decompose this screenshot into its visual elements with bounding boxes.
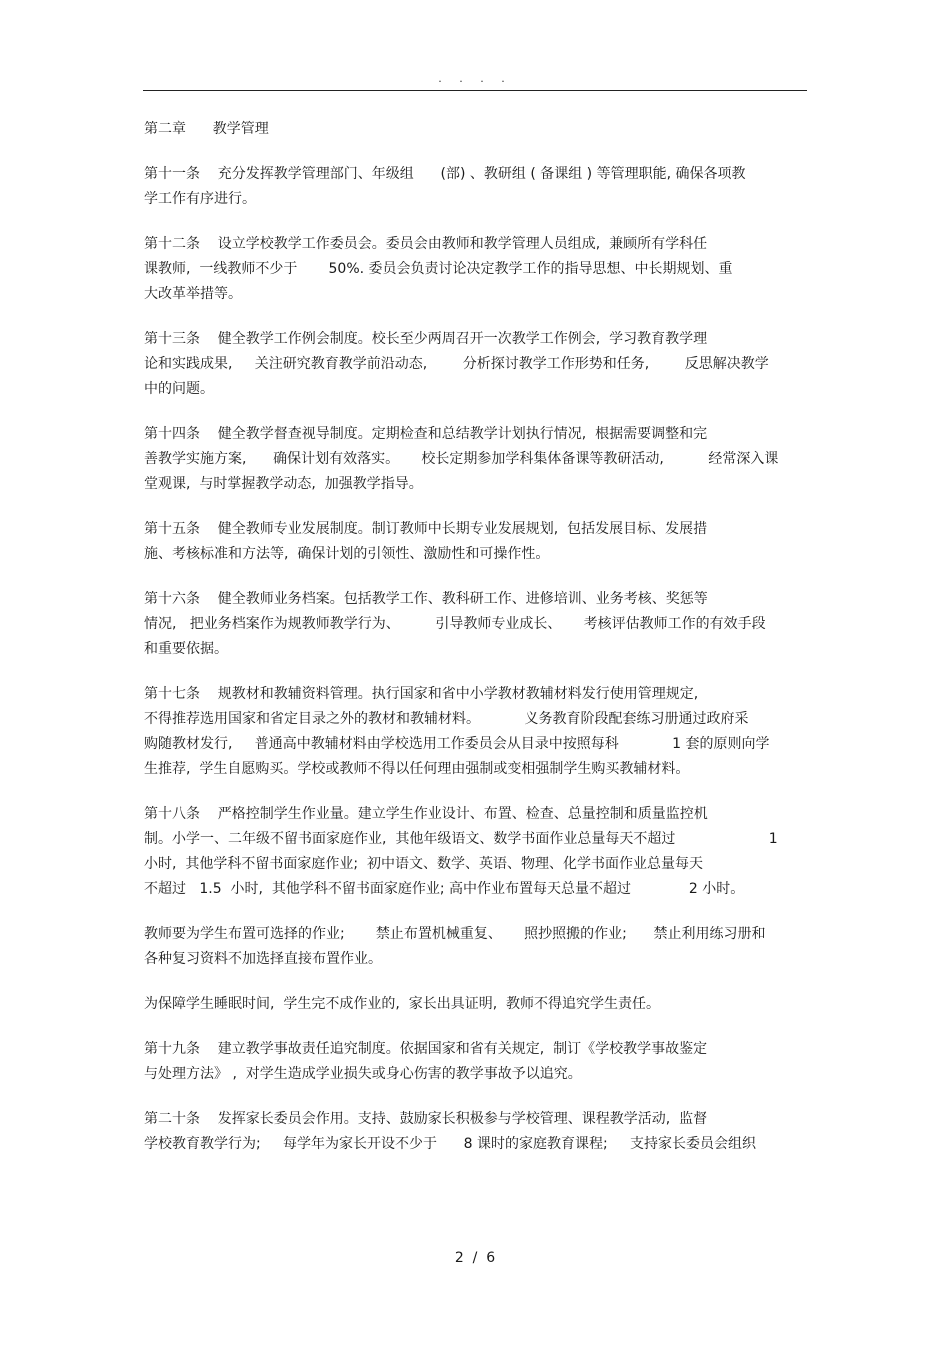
paragraph-line: 与处理方法》 , 对学生造成学业损失或身心伤害的教学事故予以追究。 xyxy=(144,1066,582,1082)
article-paragraph xyxy=(144,802,808,902)
paragraph-line: 论和实践成果, 关注研究教育教学前沿动态, 分析探讨教学工作形势和任务, 反思解决教学 xyxy=(144,356,769,372)
paragraph-line: 教师要为学生布置可选择的作业; 禁止布置机械重复、 照抄照搬的作业; 禁止利用练习册和 xyxy=(144,926,766,942)
paragraph-line: 不超过 1.5 小时, 其他学科不留书面家庭作业; 高中作业布置每天总量不超过 2 小时。 xyxy=(144,881,745,897)
paragraph-line: 学校教育教学行为; 每学年为家长开设不少于 8 课时的家庭教育课程; 支持家长委员会组织 xyxy=(144,1136,756,1152)
article-paragraph xyxy=(144,422,808,497)
paragraph-line: 第十二条 设立学校教学工作委员会。委员会由教师和教学管理人员组成, 兼顾所有学科任 xyxy=(144,236,708,252)
paragraph-line: 制。小学一、二年级不留书面家庭作业, 其他年级语文、数学书面作业总量每天不超过 1 xyxy=(144,831,778,847)
paragraph-line: 第十一条 充分发挥教学管理部门、年级组 (部) 、教研组 ( 备课组 ) 等管理职能, 确保各项教 xyxy=(144,166,746,182)
article-paragraph xyxy=(144,162,808,212)
paragraph-line: 小时, 其他学科不留书面家庭作业; 初中语文、数学、英语、物理、化学书面作业总量每天 xyxy=(144,856,703,872)
paragraph-line: 生推荐, 学生自愿购买。学校或教师不得以任何理由强制或变相强制学生购买教辅材料。 xyxy=(144,761,690,777)
header-rule xyxy=(143,90,807,91)
paragraph-line: 第十三条 健全教学工作例会制度。校长至少两周召开一次教学工作例会, 学习教育教学理 xyxy=(144,331,708,347)
article-paragraph xyxy=(144,232,808,307)
article-paragraph xyxy=(144,517,808,567)
paragraph-line: 堂观课, 与时掌握教学动态, 加强教学指导。 xyxy=(144,476,423,492)
paragraph-line: 中的问题。 xyxy=(144,381,214,397)
paragraph-line: 和重要依据。 xyxy=(144,641,228,657)
article-paragraph xyxy=(144,992,808,1017)
chapter-title: 第二章 教学管理 xyxy=(144,121,269,137)
paragraph-line: 为保障学生睡眠时间, 学生完不成作业的, 家长出具证明, 教师不得追究学生责任。 xyxy=(144,996,661,1012)
paragraph-line: 第十九条 建立教学事故责任追究制度。依据国家和省有关规定, 制订《学校教学事故鉴定 xyxy=(144,1041,708,1057)
document-body xyxy=(144,117,808,1177)
article-paragraph xyxy=(144,327,808,402)
paragraph-line: 课教师, 一线教师不少于 50%. 委员会负责讨论决定教学工作的指导思想、中长期规划、重 xyxy=(144,261,733,277)
paragraph-line: 第十五条 健全教师专业发展制度。制订教师中长期专业发展规划, 包括发展目标、发展措 xyxy=(144,521,708,537)
paragraph-line: 不得推荐选用国家和省定目录之外的教材和教辅材料。 义务教育阶段配套练习册通过政府采 xyxy=(144,711,749,727)
paragraph-line: 第十七条 规教材和教辅资料管理。执行国家和省中小学教材教辅材料发行使用管理规定, xyxy=(144,686,699,702)
paragraph-line: 第十四条 健全教学督查视导制度。定期检查和总结教学计划执行情况, 根据需要调整和完 xyxy=(144,426,708,442)
article-list xyxy=(144,162,808,1157)
paragraph-line: 施、考核标准和方法等, 确保计划的引领性、激励性和可操作性。 xyxy=(144,546,550,562)
article-paragraph xyxy=(144,922,808,972)
paragraph-line: 第二十条 发挥家长委员会作用。支持、鼓励家长积极参与学校管理、课程教学活动, 监督 xyxy=(144,1111,708,1127)
article-paragraph xyxy=(144,1037,808,1087)
page-number: 2 / 6 xyxy=(454,1250,496,1266)
paragraph-line: 学工作有序进行。 xyxy=(144,191,256,207)
paragraph-line: 购随教材发行, 普通高中教辅材料由学校选用工作委员会从目录中按照每科 1 套的原则向学 xyxy=(144,736,770,752)
article-paragraph xyxy=(144,1107,808,1157)
paragraph-line: 第十八条 严格控制学生作业量。建立学生作业设计、布置、检查、总量控制和质量监控机 xyxy=(144,806,708,822)
paragraph-line: 大改革举措等。 xyxy=(144,286,242,302)
paragraph-line: 第十六条 健全教师业务档案。包括教学工作、教科研工作、进修培训、业务考核、奖惩等 xyxy=(144,591,708,607)
paragraph-line: 情况, 把业务档案作为规教师教学行为、 引导教师专业成长、 考核评估教师工作的有效手段 xyxy=(144,616,766,632)
paragraph-line: 各种复习资料不加选择直接布置作业。 xyxy=(144,951,382,967)
article-paragraph xyxy=(144,587,808,662)
header-dots: . . . . xyxy=(438,72,512,85)
article-paragraph xyxy=(144,682,808,782)
paragraph-line: 善教学实施方案, 确保计划有效落实。 校长定期参加学科集体备课等教研活动, 经常深入课 xyxy=(144,451,779,467)
